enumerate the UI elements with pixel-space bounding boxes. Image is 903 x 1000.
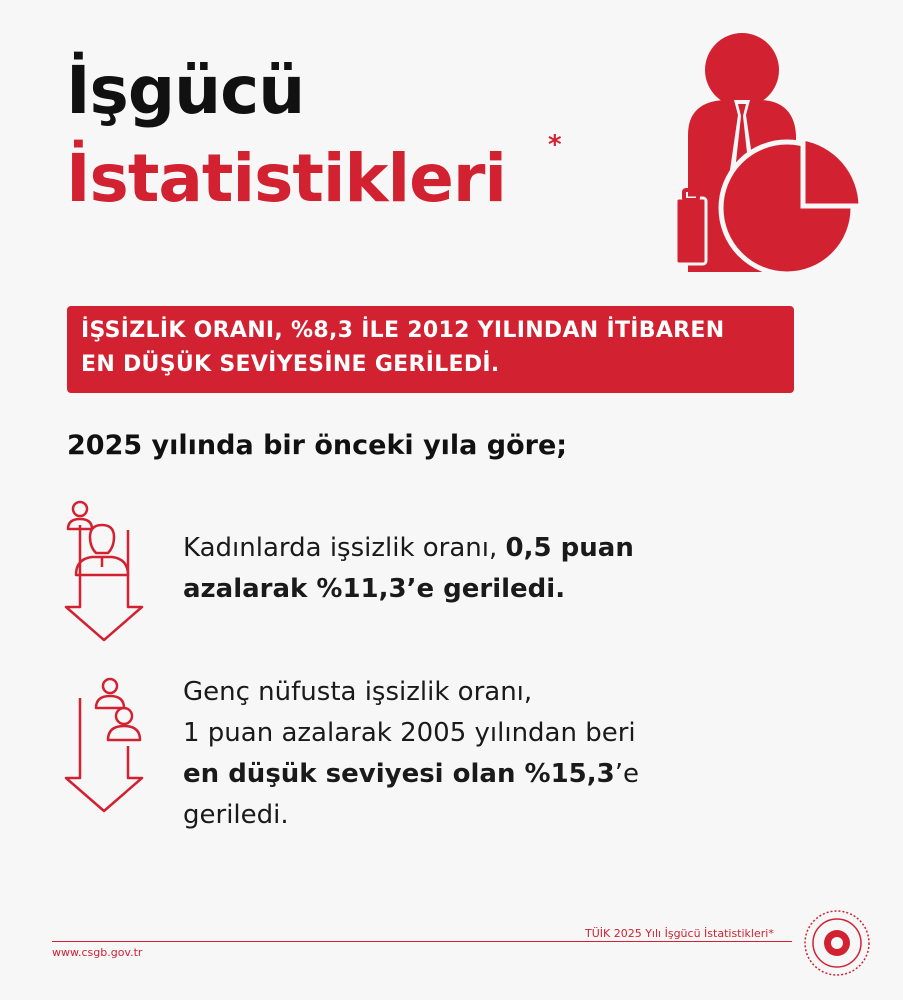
footer-divider [52, 941, 792, 942]
lead-text: 2025 yılında bir önceki yıla göre; [67, 430, 568, 461]
title-line-2: İstatistikleri [66, 140, 507, 217]
woman-down-arrow-icon [60, 495, 160, 645]
stat-youth-line-1: Genç nüfusta işsizlik oranı, [183, 677, 533, 707]
ministry-seal-icon [802, 908, 872, 978]
footer-url[interactable]: www.csgb.gov.tr [52, 946, 143, 959]
worker-pie-chart-icon [672, 20, 867, 275]
banner-line-1: İŞSİZLİK ORANI, %8,3 İLE 2012 YILINDAN İTİBAREN [81, 318, 725, 343]
youth-down-arrow-icon [60, 676, 160, 816]
stat-youth-line-3: en düşük seviyesi olan %15,3’e [183, 759, 639, 789]
stat-women-text [183, 528, 634, 610]
stat-women-line-2: azalarak %11,3’e geriledi. [183, 574, 566, 604]
stat-women-line-1: Kadınlarda işsizlik oranı, 0,5 puan [183, 533, 634, 563]
headline-banner [67, 306, 794, 393]
title-asterisk: * [548, 130, 562, 160]
title-line-1: İşgücü [66, 52, 305, 129]
stat-youth-line-2: 1 puan azalarak 2005 yılından beri [183, 718, 636, 748]
stat-youth-line-4: geriledi. [183, 800, 289, 830]
stat-youth-text [183, 672, 639, 836]
footer-source: TÜİK 2025 Yılı İşgücü İstatistikleri* [585, 927, 774, 940]
banner-line-2: EN DÜŞÜK SEVİYESİNE GERİLEDİ. [81, 352, 500, 377]
